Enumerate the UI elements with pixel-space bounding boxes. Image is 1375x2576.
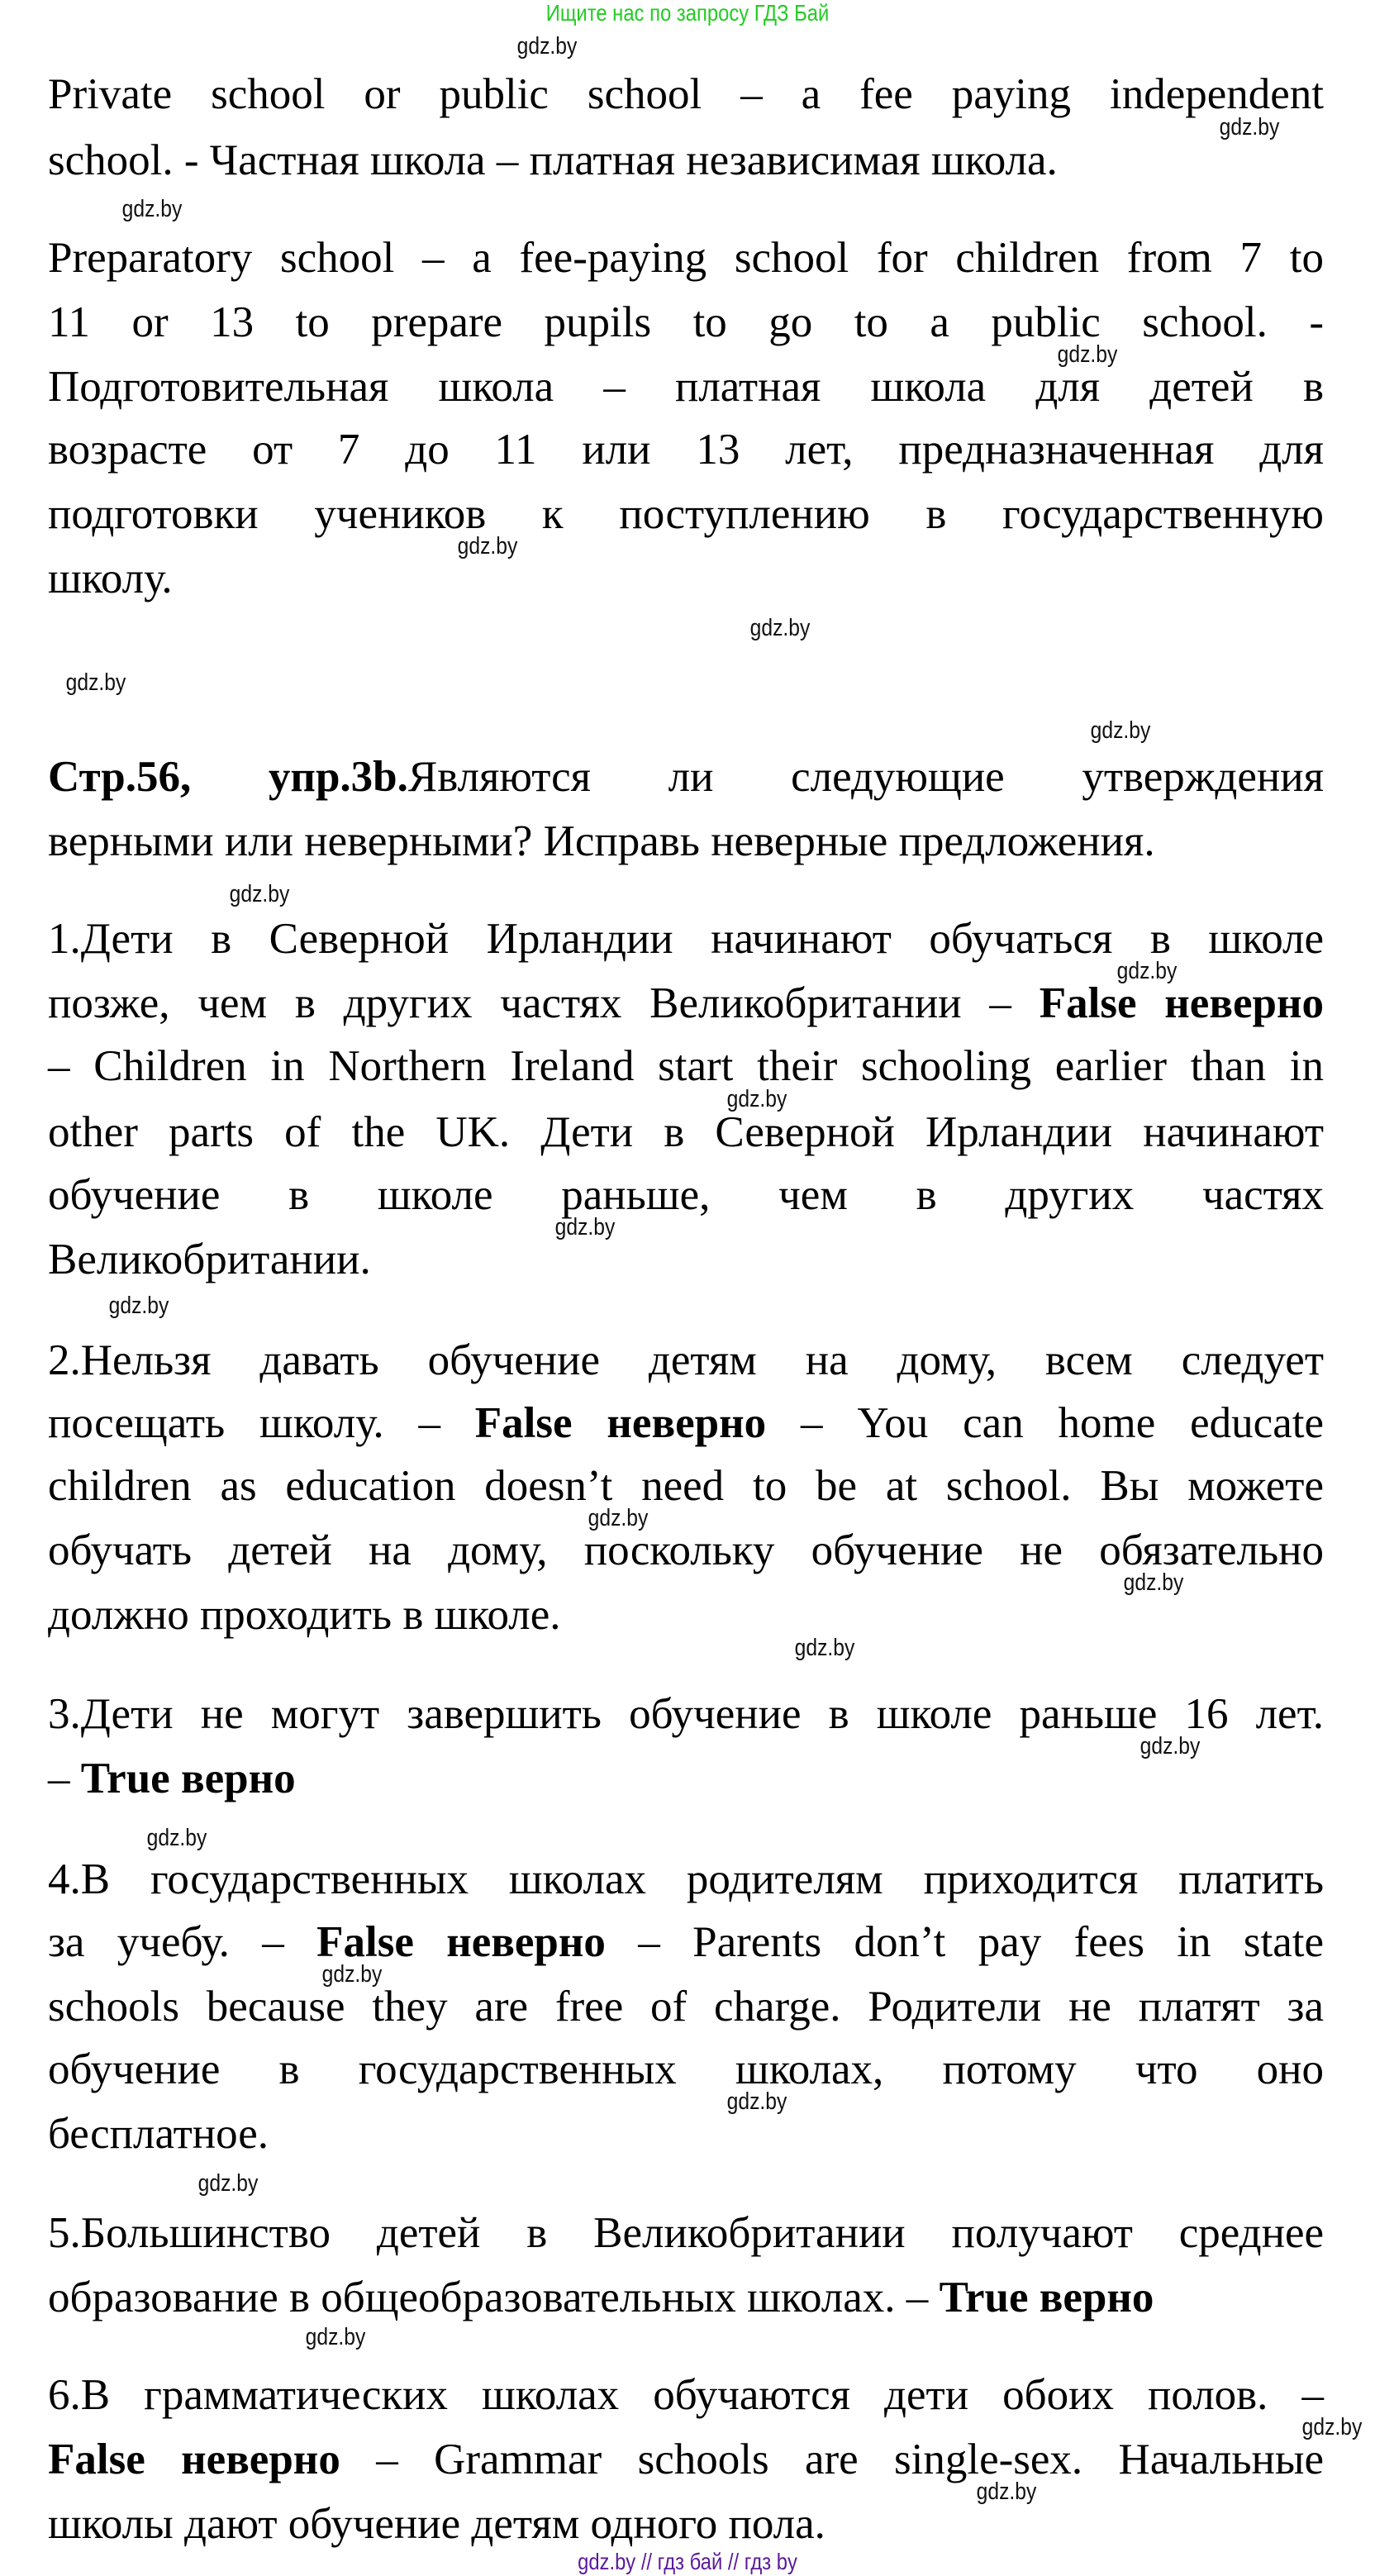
bold-answer: False неверно <box>316 1918 606 1966</box>
text-segment: 5.Большинство детей в Великобритании получают среднее <box>48 2209 1324 2257</box>
text-segment: подготовки учеников к поступлению в государственную <box>48 490 1324 538</box>
watermark-text: gdz.by <box>1219 114 1280 140</box>
bold-answer: Стр.56, упр.3b. <box>48 753 408 801</box>
watermark-text: gdz.by <box>457 533 518 559</box>
watermark-text: gdz.by <box>976 2478 1037 2505</box>
watermark-text: gdz.by <box>305 2324 366 2350</box>
watermark-text: gdz.by <box>726 2088 787 2115</box>
text-segment: – You can home educate <box>766 1399 1324 1447</box>
text-line <box>48 1528 1324 1573</box>
watermark-text: gdz.by <box>794 1635 855 1661</box>
watermark-text: gdz.by <box>1090 717 1151 744</box>
text-segment: school. - Частная школа – платная независимая школа. <box>48 136 1058 184</box>
text-line <box>48 236 1324 280</box>
text-segment: 11 or 13 to prepare pupils to go to a public school. - <box>48 298 1324 346</box>
text-line <box>48 1173 1324 1217</box>
bold-answer: False неверно <box>474 1399 767 1447</box>
text-line <box>48 1338 1324 1383</box>
watermark-text: gdz.by <box>1116 958 1178 984</box>
bold-answer: True верно <box>939 2274 1154 2321</box>
text-line <box>48 2112 1324 2156</box>
text-line <box>48 2211 1324 2255</box>
bold-answer: False неверно <box>48 2436 340 2483</box>
text-segment: schools because they are free of charge. Родители не платят за <box>48 1983 1324 2031</box>
text-segment: обучение в государственных школах, потому что оно <box>48 2045 1324 2093</box>
text-segment: школу. <box>48 555 173 602</box>
watermark-text: gdz.by <box>726 1086 787 1112</box>
text-segment: – Parents don’t pay fees in state <box>605 1918 1324 1966</box>
text-segment: – Grammar schools are single-sex. Начальные <box>340 2436 1324 2483</box>
text-segment: бесплатное. <box>48 2110 269 2158</box>
text-segment: children as education doesn’t need to be at school. Вы можете <box>48 1462 1324 1510</box>
watermark-text: gdz.by <box>1139 1733 1201 1759</box>
watermark-text: gdz.by <box>516 33 578 60</box>
text-line <box>48 300 1324 345</box>
text-line <box>48 1401 1324 1445</box>
watermark-text: gdz.by <box>588 1505 649 1531</box>
text-segment: должно проходить в школе. <box>48 1591 561 1639</box>
text-segment: посещать школу. – <box>48 1399 475 1447</box>
text-segment: – <box>48 1755 81 1802</box>
text-segment: 1.Дети в Северной Ирландии начинают обучаться в школе <box>48 915 1324 963</box>
text-segment: 6.В грамматических школах обучаются дети обоих полов. – <box>48 2371 1324 2419</box>
text-line <box>48 1920 1324 1964</box>
text-segment: 2.Нельзя давать обучение детям на дому, всем следует <box>48 1336 1324 1384</box>
text-segment: образование в общеобразовательных школах. – <box>48 2274 940 2321</box>
watermark-text: gdz.by <box>197 2170 259 2197</box>
text-line <box>48 1464 1324 1508</box>
text-segment: 3.Дети не могут завершить обучение в школе раньше 16 лет. <box>48 1690 1324 1738</box>
text-line <box>48 138 1324 183</box>
text-line <box>48 427 1324 472</box>
text-line <box>48 1857 1324 1902</box>
top-banner-text: Ищите нас по запросу ГДЗ Бай <box>545 0 830 26</box>
exercise-heading-line <box>48 755 1324 799</box>
text-line <box>48 819 1324 864</box>
watermark-text: gdz.by <box>146 1825 207 1851</box>
watermark-text: gdz.by <box>229 881 290 907</box>
watermark-text: gdz.by <box>108 1293 169 1319</box>
watermark-text: gdz.by <box>1123 1569 1184 1596</box>
watermark-text: gdz.by <box>121 196 183 222</box>
watermark-text: gdz.by <box>1301 2414 1363 2440</box>
text-line <box>48 2502 1324 2546</box>
text-line <box>48 2275 1324 2320</box>
text-line <box>48 917 1324 961</box>
watermark-text: gdz.by <box>1057 341 1118 368</box>
text-line <box>48 1110 1324 1155</box>
text-segment: Preparatory school – a fee-paying school for children from 7 to <box>48 234 1324 282</box>
text-line <box>48 556 1324 601</box>
bold-answer: False неверно <box>1039 979 1324 1027</box>
text-line <box>48 492 1324 536</box>
text-line <box>48 1237 1324 1282</box>
text-segment: школы дают обучение детям одного пола. <box>48 2500 825 2548</box>
text-segment: за учебу. – <box>48 1918 317 1966</box>
text-line <box>48 1593 1324 1637</box>
text-segment: Великобритании. <box>48 1236 371 1283</box>
watermark-text: gdz.by <box>554 1214 616 1240</box>
text-line <box>48 2437 1324 2482</box>
text-segment: позже, чем в других частях Великобритании – <box>48 979 1040 1027</box>
text-line <box>48 1692 1324 1736</box>
text-segment: 4.В государственных школах родителям приходится платить <box>48 1855 1324 1903</box>
watermark-text: gdz.by <box>749 615 811 641</box>
text-segment: обучать детей на дому, поскольку обучение не обязательно <box>48 1526 1324 1574</box>
text-segment: Подготовительная школа – платная школа для детей в <box>48 363 1324 411</box>
text-segment: – Children in Northern Ireland start their schooling earlier than in <box>48 1042 1324 1090</box>
text-line <box>48 1984 1324 2029</box>
text-line <box>48 364 1324 409</box>
watermark-text: gdz.by <box>321 1961 383 1988</box>
text-segment: возрасте от 7 до 11 или 13 лет, предназначенная для <box>48 426 1324 474</box>
text-segment: верными или неверными? Исправь неверные предложения. <box>48 817 1155 865</box>
text-segment: Являются ли следующие утверждения <box>407 753 1324 801</box>
text-segment: обучение в школе раньше, чем в других частях <box>48 1171 1324 1219</box>
text-line <box>48 72 1324 117</box>
text-segment: Private school or public school – a fee paying independent <box>48 70 1324 118</box>
text-line <box>48 981 1324 1026</box>
text-line <box>48 2373 1324 2417</box>
watermark-text: gdz.by <box>65 669 126 696</box>
bottom-banner-text: gdz.by // гдз бай // гдз by <box>578 2549 797 2574</box>
text-line <box>48 1044 1324 1088</box>
text-line <box>48 2047 1324 2092</box>
bold-answer: True верно <box>80 1755 296 1802</box>
text-line <box>48 1756 1324 1801</box>
text-segment: other parts of the UK. Дети в Северной Ирландии начинают <box>48 1108 1324 1156</box>
